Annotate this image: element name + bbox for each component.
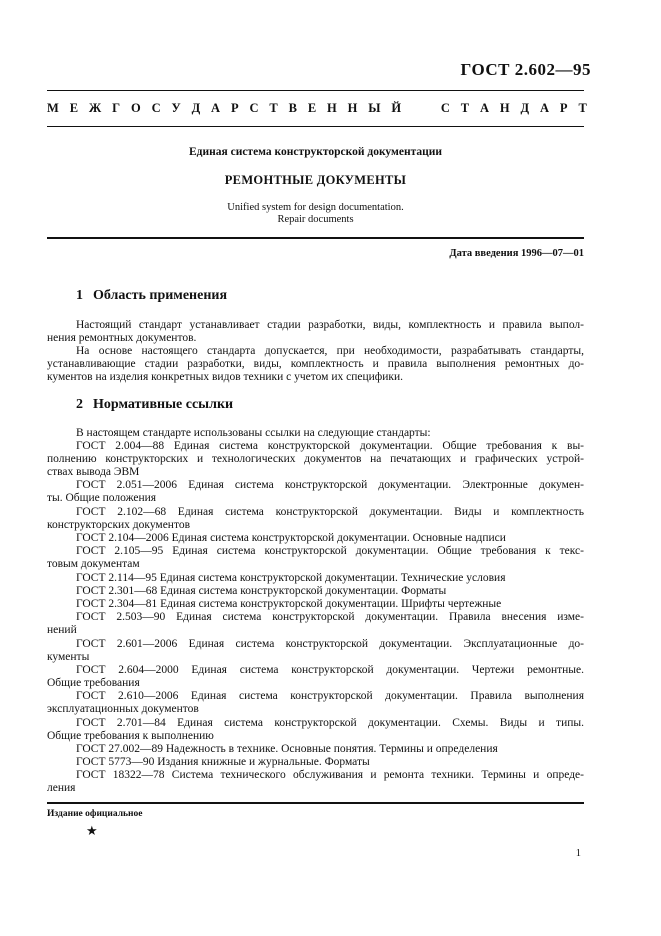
reference-line: ствах вывода ЭВМ: [47, 466, 140, 478]
reference-line: товым документам: [47, 558, 140, 570]
banner-letter: Т: [269, 101, 278, 115]
reference-line: ГОСТ 2.051—2006 Единая система конструкторской документации. Электронные докумен-: [76, 479, 584, 491]
banner-letter: Р: [559, 101, 568, 115]
reference-line: ГОСТ 2.304—81 Единая система конструкторской документации. Шрифты чертежные: [76, 598, 502, 610]
footer-rule: [47, 802, 584, 804]
banner-letter: А: [540, 101, 550, 115]
reference-line: Общие требования: [47, 677, 140, 689]
title-rule: [47, 237, 584, 239]
reference-line: конструкторских документов: [47, 519, 191, 531]
reference-line: эксплуатационных документов: [47, 703, 199, 715]
banner-letter: Н: [499, 101, 510, 115]
banner-letter: Р: [230, 101, 239, 115]
banner-letter: Ы: [368, 101, 381, 115]
section-title: Область применения: [93, 288, 228, 303]
reference-line: ГОСТ 2.004—88 Единая система конструкторской документации. Общие требования к вы-: [76, 440, 584, 452]
reference-line: ГОСТ 2.102—68 Единая система конструкторской документации. Виды и комплектность: [76, 506, 584, 518]
banner-letter: Д: [520, 101, 530, 115]
reference-line: ГОСТ 2.104—2006 Единая система конструкторской документации. Основные надписи: [76, 532, 506, 544]
document-title: РЕМОНТНЫЕ ДОКУМЕНТЫ: [224, 173, 407, 187]
paragraph-line: нения ремонтных документов.: [47, 332, 197, 344]
banner-rule: [47, 126, 584, 127]
page-number: 1: [575, 848, 581, 859]
banner-letter: Н: [327, 101, 337, 115]
section-number: 2: [76, 397, 83, 412]
english-title-line-1: Unified system for design documentation.: [227, 202, 404, 213]
banner-letter: Д: [191, 101, 201, 115]
banner-letter: С: [151, 101, 161, 115]
top-rule: [47, 90, 584, 91]
paragraph-line: Настоящий стандарт устанавливает стадии разработки, виды, комплектность и правила выпол-: [76, 319, 584, 331]
banner-letter: А: [211, 101, 221, 115]
banner-gap: [412, 101, 430, 116]
standard-banner: [47, 101, 587, 116]
reference-line: ГОСТ 2.601—2006 Единая система конструкторской документации. Эксплуатационные до-: [76, 638, 584, 650]
reference-line: ты. Общие положения: [47, 492, 157, 504]
reference-line: ГОСТ 2.701—84 Единая система конструкторской документации. Схемы. Виды и типы.: [76, 717, 584, 729]
banner-letter: Е: [307, 101, 317, 115]
reference-line: ления: [47, 782, 76, 794]
section-heading: [76, 397, 233, 413]
banner-letter: Н: [347, 101, 358, 115]
banner-letter: В: [288, 101, 297, 115]
introduction-date: Дата введения 1996—07—01: [449, 248, 584, 259]
banner-letter: С: [249, 101, 259, 115]
reference-line: ГОСТ 18322—78 Система технического обслуживания и ремонта техники. Термины и опреде-: [76, 769, 584, 781]
banner-letter: У: [171, 101, 181, 115]
reference-line: нений: [47, 624, 77, 636]
reference-line: ГОСТ 5773—90 Издания книжные и журнальные. Форматы: [76, 756, 370, 768]
banner-letter: Т: [460, 101, 470, 115]
banner-letter: А: [480, 101, 490, 115]
reference-line: Общие требования к выполнению: [47, 730, 214, 742]
banner-letter: Г: [112, 101, 121, 115]
banner-letter: М: [47, 101, 59, 115]
reference-line: ГОСТ 2.604—2000 Единая система конструкторской документации. Чертежи ремонтные.: [76, 664, 584, 676]
banner-letter: Т: [578, 101, 587, 115]
banner-letter: Ж: [88, 101, 102, 115]
section-title: Нормативные ссылки: [93, 397, 234, 412]
reference-line: ГОСТ 2.114—95 Единая система конструкторской документации. Технические условия: [76, 572, 506, 584]
reference-line: ГОСТ 2.301—68 Единая система конструкторской документации. Форматы: [76, 585, 447, 597]
banner-letter: Е: [69, 101, 79, 115]
reference-line: ГОСТ 2.503—90 Единая система конструкторской документации. Правила внесения изме-: [76, 611, 584, 623]
english-title-line-2: Repair documents: [277, 214, 354, 225]
paragraph-line: На основе настоящего стандарта допускается, при необходимости, разрабатывать стандарты,: [76, 345, 584, 357]
section-number: 1: [76, 288, 83, 303]
paragraph-line: устанавливающие стадии разработки, виды, комплектность и правила выполнения ремонтных до-: [47, 358, 584, 370]
banner-letter: С: [440, 101, 450, 115]
paragraph-line: В настоящем стандарте использованы ссылки на следующие стандарты:: [76, 427, 431, 439]
star-icon: ★: [86, 823, 98, 838]
banner-letter: О: [130, 101, 141, 115]
reference-line: ГОСТ 2.105—95 Единая система конструкторской документации. Общие требования к текс-: [76, 545, 584, 557]
paragraph-line: кументов на изделия конкретных видов техники с учетом их специфики.: [47, 371, 403, 383]
gost-code: ГОСТ 2.602—95: [460, 60, 591, 79]
reference-line: полнению конструкторских и технологических документов на печатающих и графических устрой-: [47, 453, 584, 465]
banner-letter: Й: [391, 101, 402, 115]
reference-line: ГОСТ 27.002—89 Надежность в технике. Основные понятия. Термины и определения: [76, 743, 498, 755]
system-name: Единая система конструкторской документации: [189, 146, 442, 158]
section-heading: [76, 288, 227, 304]
reference-line: ГОСТ 2.610—2006 Единая система конструкторской документации. Правила выполнения: [76, 690, 584, 702]
reference-line: кументы: [47, 651, 90, 663]
official-edition-label: Издание официальное: [47, 809, 143, 819]
